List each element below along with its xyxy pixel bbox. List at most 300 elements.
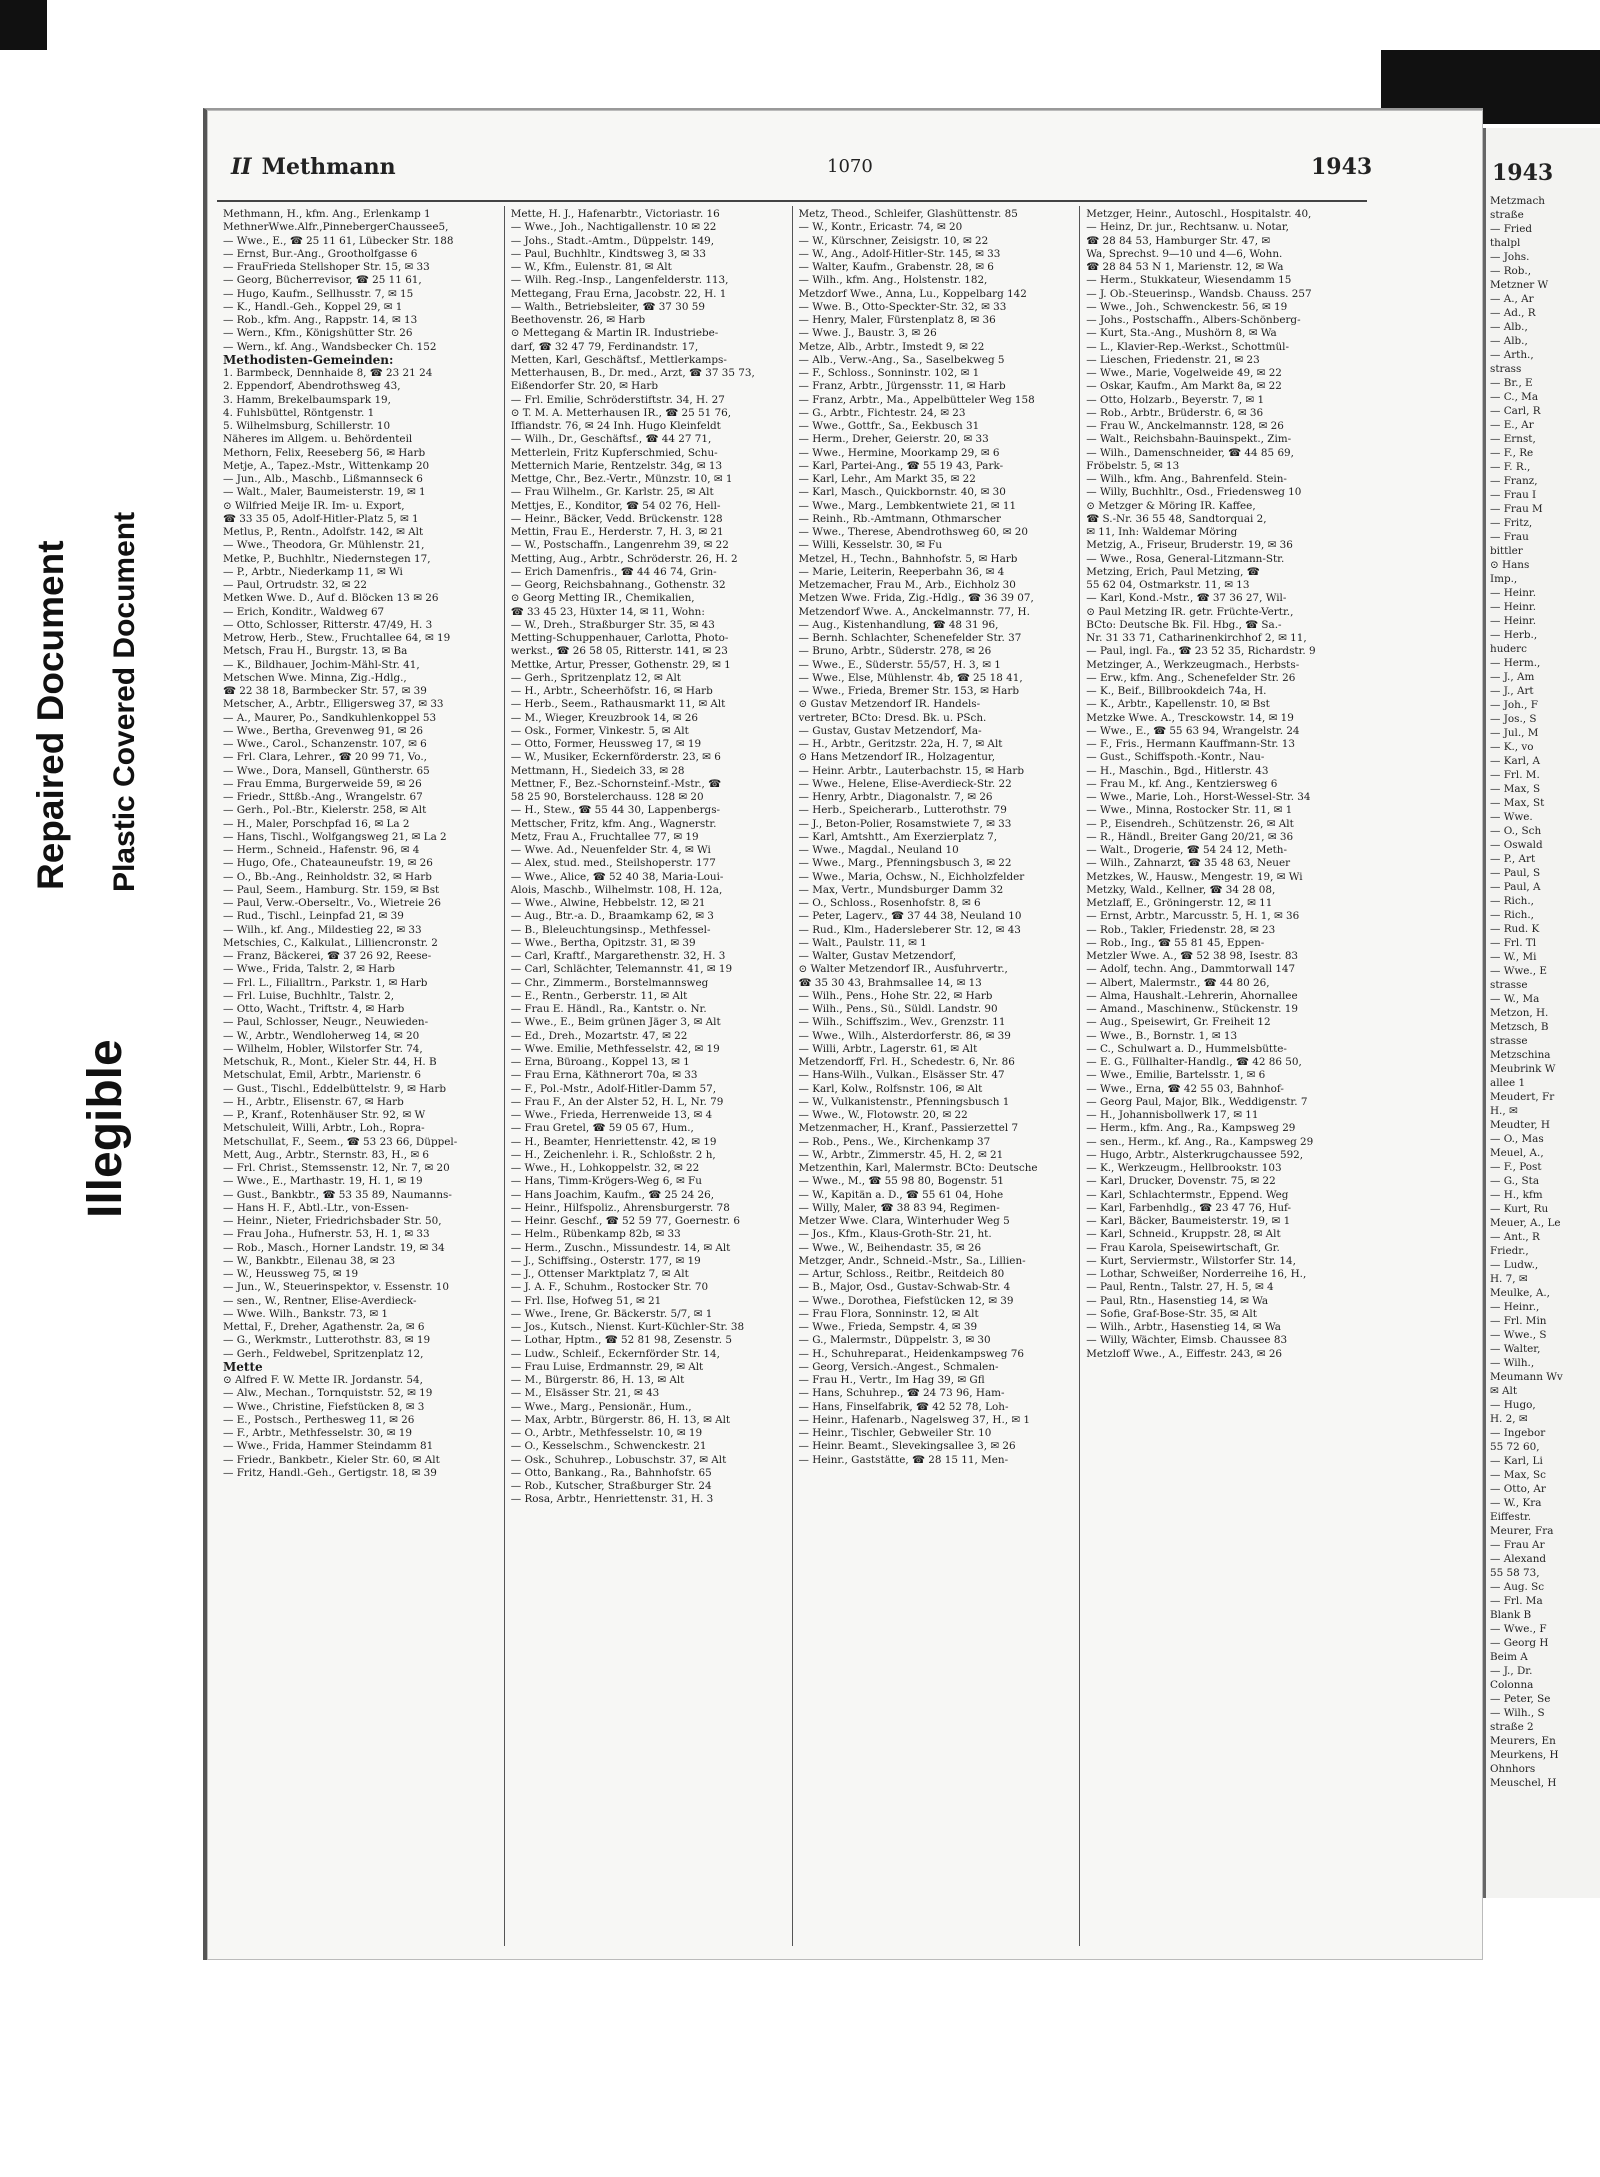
directory-entry: — Walt., Maler, Baumeisterstr. 19, ✉ 1 xyxy=(223,486,426,499)
directory-entry: — P., Arbtr., Niederkamp 11, ✉ Wi xyxy=(223,565,403,578)
next-page-line: — Paul, A xyxy=(1490,881,1541,893)
directory-entry: — Henry, Maler, Fürstenplatz 8, ✉ 36 xyxy=(798,314,996,326)
column-4 xyxy=(1080,206,1367,1946)
directory-entry: — Marie, Leiterin, Reeperbahn 36, ✉ 4 xyxy=(798,565,1005,578)
directory-entry: — Wilh. Reg.-Insp., Langenfelderstr. 113, xyxy=(510,274,729,287)
directory-entry: — Frau Karola, Speisewirtschaft, Gr. xyxy=(1086,1241,1280,1254)
directory-entry: — Herm., Zuschn., Missundestr. 14, ✉ Alt xyxy=(510,1241,731,1254)
directory-entry: — Ludw., Schleif., Eckernförder Str. 14, xyxy=(510,1347,720,1360)
directory-entry: — Wilh., Zahnarzt, ☎ 35 48 63, Neuer xyxy=(1086,857,1291,870)
directory-entry: — Wwe., Bertha, Grevenweg 91, ✉ 26 xyxy=(223,724,423,737)
directory-entry: — K., Handl.-Geh., Koppel 29, ✉ 1 xyxy=(223,300,403,313)
directory-entry: — Wwe., Marg., Pensionär., Hum., xyxy=(510,1400,692,1413)
directory-entry: — Alb., Verw.-Ang., Sa., Saselbekweg 5 xyxy=(798,353,1005,366)
next-page-line: H. 2, ✉ xyxy=(1490,1413,1528,1425)
next-page-line: H., ✉ xyxy=(1490,1105,1518,1117)
directory-entry: — Rosa, Arbtr., Henriettenstr. 31, H. 3 xyxy=(510,1493,714,1506)
directory-entry: — Willy, Maler, ☎ 38 83 94, Regimen- xyxy=(798,1201,1000,1214)
next-page-line: — Max, Sc xyxy=(1490,1469,1546,1481)
directory-entry: Metzendorff, Frl. H., Schedestr. 6, Nr. 86 xyxy=(798,1056,1015,1068)
illegible-label: Illegible xyxy=(79,1039,132,1218)
directory-entry: — Aug., Kistenhandlung, ☎ 48 31 96, xyxy=(798,618,999,631)
next-page-line: — Wilh., xyxy=(1490,1357,1535,1369)
directory-entry: Metzel, H., Techn., Bahnhofstr. 5, ✉ Harb xyxy=(798,552,1018,565)
directory-entry: — Adolf, techn. Ang., Dammtorwall 147 xyxy=(1086,963,1296,976)
directory-entry: — Walt., Paulstr. 11, ✉ 1 xyxy=(798,936,927,949)
directory-entry: ⊙ T. M. A. Metterhausen IR., ☎ 25 51 76, xyxy=(510,406,732,419)
next-page-line: — Alb., xyxy=(1490,321,1528,333)
next-page-line: — O., Sch xyxy=(1490,825,1542,837)
directory-entry: — F., Schloss., Sonninstr. 102, ✉ 1 xyxy=(798,367,980,379)
directory-entry: 1. Barmbeck, Dennhaide 8, ☎ 23 21 24 xyxy=(223,367,433,379)
directory-entry: — Heinr. Geschf., ☎ 52 59 77, Goernestr. 6 xyxy=(510,1215,740,1227)
directory-entry: — M., Elsässer Str. 21, ✉ 43 xyxy=(510,1387,660,1400)
directory-entry: — Carl, Kraftf., Margarethenstr. 32, H. 3 xyxy=(510,950,726,962)
header-rule xyxy=(217,200,1367,202)
directory-entry: — Alma, Haushalt.-Lehrerin, Ahornallee xyxy=(1086,989,1298,1002)
directory-entry: 5. Wilhelmsburg, Schillerstr. 10 xyxy=(223,420,391,432)
next-page-line: — Oswald xyxy=(1490,839,1543,851)
directory-entry: — Frl. L., Filialltrn., Parkstr. 1, ✉ Harb xyxy=(223,976,428,989)
directory-entry: — Wwe., W., Flotowstr. 20, ✉ 22 xyxy=(798,1109,968,1121)
directory-entry: — H., Arbtr., Elisenstr. 67, ✉ Harb xyxy=(223,1095,404,1108)
next-page-line: — Otto, Ar xyxy=(1490,1483,1546,1495)
directory-entry: — Paul, Verw.-Oberseltr., Vo., Wietreie 26 xyxy=(223,897,441,909)
directory-entry: — Wwe., E., Marthastr. 19, H. 1, ✉ 19 xyxy=(223,1175,423,1188)
directory-entry: — Chr., Zimmerm., Borstelmannsweg xyxy=(510,976,709,989)
directory-entry: Mettner, F., Bez.-Schornsteinf.-Mstr., ☎ xyxy=(510,777,722,790)
next-page-line: — Hugo, xyxy=(1490,1399,1536,1411)
directory-entry: — Willi, Arbtr., Lagerstr. 61, ✉ Alt xyxy=(798,1042,978,1055)
next-page-line: 55 72 60, xyxy=(1490,1441,1540,1453)
directory-entry: — H., Arbtr., Geritzstr. 22a, H. 7, ✉ Alt xyxy=(798,738,1003,750)
directory-entry: — Erw., kfm. Ang., Schenefelder Str. 26 xyxy=(1086,671,1296,684)
next-page-line: — Carl, R xyxy=(1490,405,1541,417)
next-page-line: Meudter, H xyxy=(1490,1119,1550,1131)
next-page-line: — O., Mas xyxy=(1490,1133,1544,1145)
directory-entry: — Wwe., Else, Mühlenstr. 4b, ☎ 25 18 41, xyxy=(798,671,1023,684)
next-page-line: — Herm., xyxy=(1490,657,1541,669)
directory-entry: — Frau Flora, Sonninstr. 12, ✉ Alt xyxy=(798,1307,979,1320)
next-page-line: — J., Am xyxy=(1490,671,1535,683)
next-page-line: — E., Ar xyxy=(1490,419,1534,431)
directory-entry: — Frau E. Händl., Ra., Kantstr. o. Nr. xyxy=(510,1003,707,1015)
directory-entry: — Wwe., Gottfr., Sa., Eekbusch 31 xyxy=(798,420,980,432)
next-page-line: strasse xyxy=(1490,979,1528,991)
next-page-line: huderc xyxy=(1490,643,1527,655)
directory-entry: — W., Heussweg 75, ✉ 19 xyxy=(223,1268,359,1280)
next-page-line: — Wwe., F xyxy=(1490,1623,1547,1635)
directory-page xyxy=(203,108,1483,1960)
directory-entry: — Osk., Former, Vinkestr. 5, ✉ Alt xyxy=(510,724,689,737)
directory-entry: — Aug., Btr.-a. D., Braamkamp 62, ✉ 3 xyxy=(510,910,714,923)
directory-entry: — O., Arbtr., Methfesselstr. 10, ✉ 19 xyxy=(510,1427,703,1439)
directory-entry: — Paul, Rtn., Hasenstieg 14, ✉ Wa xyxy=(1086,1294,1269,1307)
directory-entry: — Willy, Wächter, Eimsb. Chaussee 83 xyxy=(1086,1334,1288,1347)
next-page-line: Metzsch, B xyxy=(1490,1021,1549,1033)
next-page-line: — Heinr., xyxy=(1490,1301,1540,1313)
next-page-line: Metzmach xyxy=(1490,195,1545,207)
directory-entry: — Karl, Lehr., Am Markt 35, ✉ 22 xyxy=(798,473,976,485)
directory-entry: — M., Wieger, Kreuzbrook 14, ✉ 26 xyxy=(510,711,699,724)
directory-entry: — A., Maurer, Po., Sandkuhlenkoppel 53 xyxy=(223,711,437,724)
directory-entry: — Wwe., Marie, Loh., Horst-Wessel-Str. 34 xyxy=(1086,791,1311,803)
next-page-line: straße xyxy=(1490,209,1524,221)
directory-entry: Metzky, Wald., Kellner, ☎ 34 28 08, xyxy=(1086,883,1276,896)
next-page-line: — Max, St xyxy=(1490,797,1545,809)
directory-entry: — H., Zeichenlehr. i. R., Schloßstr. 2 h, xyxy=(510,1148,716,1161)
directory-entry: — Georg Paul, Major, Blk., Weddigenstr. 7 xyxy=(1086,1095,1308,1108)
directory-entry: — K., Werkzeugm., Hellbrookstr. 103 xyxy=(1086,1162,1282,1174)
directory-entry: Methorn, Felix, Reeseberg 56, ✉ Harb xyxy=(223,446,426,459)
directory-entry: — Friedr., Sttßb.-Ang., Wrangelstr. 67 xyxy=(223,791,423,803)
directory-entry: Näheres im Allgem. u. Behördenteil xyxy=(223,433,413,446)
directory-entry: — Hugo, Arbtr., Alsterkrugchaussee 592, xyxy=(1086,1148,1304,1161)
next-page-lines xyxy=(1486,194,1600,1790)
directory-entry: 3. Hamm, Brekelbaumspark 19, xyxy=(223,393,391,406)
directory-entry: — Wwe., E., ☎ 25 11 61, Lübecker Str. 188 xyxy=(223,234,454,247)
directory-entry: — Amand., Maschinenw., Stückenstr. 19 xyxy=(1086,1003,1298,1015)
directory-entry: — Kurt, Serviermstr., Wilstorfer Str. 14, xyxy=(1086,1254,1296,1267)
next-page-line: — Walter, xyxy=(1490,1343,1541,1355)
directory-entry: — Wilh., Dr., Geschäftsf., ☎ 44 27 71, xyxy=(510,433,712,446)
directory-entry: — Sofie, Graf-Bose-Str. 35, ✉ Alt xyxy=(1086,1307,1257,1320)
directory-entry: Mettmann, H., Siedeich 33, ✉ 28 xyxy=(510,764,685,777)
directory-entry: Metzger, Andr., Schneid.-Mstr., Sa., Lillien- xyxy=(798,1254,1026,1267)
directory-entry: Metzger, Heinr., Autoschl., Hospitalstr. 40, xyxy=(1086,208,1312,220)
directory-entry: Metschuleit, Willi, Arbtr., Loh., Ropra- xyxy=(223,1122,425,1135)
directory-entry: Beethovenstr. 26, ✉ Harb xyxy=(510,314,646,326)
next-page-line: — Frau M xyxy=(1490,503,1543,515)
directory-entry: — Lothar, Schweißer, Norderreihe 16, H., xyxy=(1086,1268,1307,1280)
next-page-line: — Ad., R xyxy=(1490,307,1536,319)
directory-entry: — Artur, Schloss., Reitbr., Reitdeich 80 xyxy=(798,1268,1005,1280)
directory-entry: ☎ 33 45 23, Hüxter 14, ✉ 11, Wohn: xyxy=(510,605,705,618)
directory-entry: — Lothar, Hptm., ☎ 52 81 98, Zesenstr. 5 xyxy=(510,1334,732,1347)
directory-entry: — Wilh., Pens., Hohe Str. 22, ✉ Harb xyxy=(798,989,993,1002)
next-page-line: Meudert, Fr xyxy=(1490,1091,1555,1103)
directory-entry: — Willi, Kesselstr. 30, ✉ Fu xyxy=(798,539,943,552)
directory-entry: — W., Kontr., Ericastr. 74, ✉ 20 xyxy=(798,221,963,234)
directory-entry: — Max, Arbtr., Bürgerstr. 86, H. 13, ✉ Alt xyxy=(510,1413,731,1426)
directory-entry: — Wwe., Frieda, Herrenweide 13, ✉ 4 xyxy=(510,1109,713,1121)
directory-entry: Metternich Marie, Rentzelstr. 34g, ✉ 13 xyxy=(510,459,723,472)
directory-entry: — Rob., Ing., ☎ 55 81 45, Eppen- xyxy=(1086,936,1265,949)
next-page-line: — Arth., xyxy=(1490,349,1534,361)
directory-entry: — Wwe., Minna, Rostocker Str. 11, ✉ 1 xyxy=(1086,804,1293,817)
directory-entry: Metzkes, W., Hausw., Mengestr. 19, ✉ Wi xyxy=(1086,870,1303,883)
directory-entry: — O., Kesselschm., Schwenckestr. 21 xyxy=(510,1440,707,1453)
directory-entry: — Rud., Tischl., Leinpfad 21, ✉ 39 xyxy=(223,910,404,923)
next-page-line: — W., Mi xyxy=(1490,951,1537,963)
next-page-line: Meulke, A., xyxy=(1490,1287,1550,1299)
directory-entry: — Herb., Seem., Rathausmarkt 11, ✉ Alt xyxy=(510,698,726,711)
directory-entry: — Erich, Konditr., Waldweg 67 xyxy=(223,605,385,618)
directory-entry: — E. G., Füllhalter-Handlg., ☎ 42 86 50, xyxy=(1086,1056,1302,1068)
directory-entry: — Wwe., W., Beihendastr. 35, ✉ 26 xyxy=(798,1241,982,1254)
directory-entry: Nr. 31 33 71, Catharinenkirchhof 2, ✉ 11, xyxy=(1086,632,1307,644)
directory-entry: — J., Schiffsing., Osterstr. 177, ✉ 19 xyxy=(510,1254,701,1267)
directory-entry: — Helm., Rübenkamp 82b, ✉ 33 xyxy=(510,1228,681,1241)
next-page-line: — W., Ma xyxy=(1490,993,1540,1005)
directory-entry: — Wwe., E., Süderstr. 55/57, H. 3, ✉ 1 xyxy=(798,658,1001,671)
directory-entry: — Ernst, Bur.-Ang., Grootholfgasse 6 xyxy=(223,247,418,260)
directory-entry: — Frau H., Vertr., Im Hag 39, ✉ Gfl xyxy=(798,1374,985,1386)
next-page-line: thalpl xyxy=(1490,237,1521,249)
directory-entry: — Frl. Ilse, Hofweg 51, ✉ 21 xyxy=(510,1294,662,1307)
directory-entry: Metschuk, R., Mont., Kieler Str. 44, H. B xyxy=(223,1056,437,1068)
next-page-line: — Wwe., S xyxy=(1490,1329,1547,1341)
next-page-line: straße 2 xyxy=(1490,1721,1534,1733)
directory-entry: — Wwe., Hermine, Moorkamp 29, ✉ 6 xyxy=(798,446,1000,459)
next-page-line: — Frl. Ma xyxy=(1490,1595,1543,1607)
directory-entry: vertreter, BCto: Dresd. Bk. u. PSch. xyxy=(798,711,987,724)
directory-entry: — J. A. F., Schuhm., Rostocker Str. 70 xyxy=(510,1281,709,1294)
column-2 xyxy=(505,206,793,1946)
directory-entry: — Wwe., Joh., Schwenckestr. 56, ✉ 19 xyxy=(1086,300,1288,313)
directory-entry: Metken Wwe. D., Auf d. Blöcken 13 ✉ 26 xyxy=(223,592,439,605)
directory-entry: — Gust., Bankbtr., ☎ 53 35 89, Naumanns- xyxy=(223,1188,452,1201)
directory-entry: — Erna, Büroang., Koppel 13, ✉ 1 xyxy=(510,1056,690,1068)
directory-entry: — Gerh., Feldwebel, Spritzenplatz 12, xyxy=(223,1347,424,1360)
directory-entry: — Willy, Buchhltr., Osd., Friedensweg 10 xyxy=(1086,486,1302,499)
next-page-line: — F., Re xyxy=(1490,447,1534,459)
directory-entry: — Wwe., Wilh., Alsterdorferstr. 86, ✉ 39 xyxy=(798,1029,1011,1042)
directory-entry: — Otto, Bankang., Ra., Bahnhofstr. 65 xyxy=(510,1466,712,1479)
next-page-line: strasse xyxy=(1490,1035,1528,1047)
directory-entry: — J. Ob.-Steuerinsp., Wandsb. Chauss. 257 xyxy=(1086,287,1312,300)
next-page-line: — Alexand xyxy=(1490,1553,1547,1565)
next-page-line: 55 58 73, xyxy=(1490,1567,1540,1579)
directory-entry: — Wilh., Arbtr., Hasenstieg 14, ✉ Wa xyxy=(1086,1321,1281,1333)
next-page-line: — Frl. Min xyxy=(1490,1315,1547,1327)
next-page-line: allee 1 xyxy=(1490,1077,1526,1089)
directory-entry: — Frau Wilhelm., Gr. Karlstr. 25, ✉ Alt xyxy=(510,486,714,499)
directory-entry: 58 25 90, Borstelerchauss. 128 ✉ 20 xyxy=(510,791,704,803)
directory-entry: Metzler Wwe. A., ☎ 52 38 98, Isestr. 83 xyxy=(1086,950,1299,962)
directory-entry: — H., Arbtr., Scheerhöfstr. 16, ✉ Harb xyxy=(510,685,713,697)
next-page-line: H. 7, ✉ xyxy=(1490,1273,1528,1285)
directory-entry: — Wilh., kf. Ang., Mildestieg 22, ✉ 33 xyxy=(223,923,422,936)
directory-entry: Metke, P., Buchhltr., Niedernstegen 17, xyxy=(223,552,431,565)
directory-entry: ⊙ Metzger & Möring IR. Kaffee, xyxy=(1086,499,1256,512)
directory-entry: — Karl, Bäcker, Baumeisterstr. 19, ✉ 1 xyxy=(1086,1215,1291,1227)
directory-entry: — R., Händl., Breiter Gang 20/21, ✉ 36 xyxy=(1086,830,1294,843)
directory-entry: — Wwe. Wilh., Bankstr. 73, ✉ 1 xyxy=(223,1307,388,1320)
next-page-line: — J., Art xyxy=(1490,685,1534,697)
directory-entry: — Friedr., Bankbetr., Kieler Str. 60, ✉ Alt xyxy=(223,1453,440,1466)
next-page-line: — Frl. M. xyxy=(1490,769,1540,781)
next-page-line: — Alb., xyxy=(1490,335,1528,347)
directory-entry: — Wilhelm, Hobler, Wilstorfer Str. 74, xyxy=(223,1042,423,1055)
directory-entry: — Paul, Seem., Hamburg. Str. 159, ✉ Bst xyxy=(223,883,440,896)
directory-entry: — W., Kapitän a. D., ☎ 55 61 04, Hohe xyxy=(798,1188,1004,1201)
next-page-line: Meuer, A., Le xyxy=(1490,1217,1561,1229)
directory-entry: — Otto, Former, Heussweg 17, ✉ 19 xyxy=(510,738,702,750)
next-page-line: Meurers, En xyxy=(1490,1735,1556,1747)
directory-entry: Metschullat, F., Seem., ☎ 53 23 66, Düppel- xyxy=(223,1135,458,1148)
directory-entry: — Karl, Masch., Quickbornstr. 40, ✉ 30 xyxy=(798,486,1006,499)
next-page-line: — Rich., xyxy=(1490,895,1534,907)
directory-entry: — Frau M., kf. Ang., Kentziersweg 6 xyxy=(1086,777,1278,790)
directory-entry: — Hans Joachim, Kaufm., ☎ 25 24 26, xyxy=(510,1188,715,1201)
directory-entry: — Frl. Clara, Lehrer., ☎ 20 99 71, Vo., xyxy=(223,751,427,764)
directory-entry: — Franz, Bäckerei, ☎ 37 26 92, Reese- xyxy=(223,950,432,962)
directory-entry: Metje, A., Tapez.-Mstr., Wittenkamp 20 xyxy=(223,459,430,472)
directory-entry: — O., Schloss., Rosenhofstr. 8, ✉ 6 xyxy=(798,897,981,909)
directory-entry: — Hans, Tischl., Wolfgangsweg 21, ✉ La 2 xyxy=(223,830,447,843)
plastic-covered-label: Plastic Covered Document xyxy=(108,511,141,892)
next-page-line: — Peter, Se xyxy=(1490,1693,1551,1705)
next-page-line: — G., Sta xyxy=(1490,1175,1540,1187)
directory-entry: — Wern., kf. Ang., Wandsbecker Ch. 152 xyxy=(223,340,437,353)
next-page-line: — F., Post xyxy=(1490,1161,1542,1173)
directory-entry: — K., Arbtr., Kapellenstr. 10, ✉ Bst xyxy=(1086,698,1270,711)
next-page-line: Meubrink W xyxy=(1490,1063,1556,1075)
column-1 xyxy=(217,206,505,1946)
directory-entry: — Wwe., Christine, Fiefstücken 8, ✉ 3 xyxy=(223,1400,425,1413)
directory-entry: — Heinr. Arbtr., Lauterbachstr. 15, ✉ Harb xyxy=(798,764,1024,777)
directory-entry: — Johs., Postschaffn., Albers-Schönberg- xyxy=(1086,314,1301,326)
directory-entry: — Frau Gretel, ☎ 59 05 67, Hum., xyxy=(510,1122,694,1135)
directory-entry: — Wwe., Joh., Nachtigallenstr. 10 ✉ 22 xyxy=(510,221,717,234)
directory-entry: — Frau W., Anckelmannstr. 128, ✉ 26 xyxy=(1086,420,1284,432)
directory-entry: — Alw., Mechan., Tornquiststr. 52, ✉ 19 xyxy=(223,1387,433,1400)
next-page-line: — Rob., xyxy=(1490,265,1532,277)
directory-entry: — Wwe., Frieda, Sempstr. 4, ✉ 39 xyxy=(798,1321,978,1333)
directory-entry: BCto: Deutsche Bk. Fil. Hbg., ☎ Sa.- xyxy=(1086,618,1282,631)
next-page-line: Beim A xyxy=(1490,1651,1528,1663)
directory-entry: — Georg, Bücherrevisor, ☎ 25 11 61, xyxy=(223,274,422,287)
directory-entry: — Hugo, Ofe., Chateauneufstr. 19, ✉ 26 xyxy=(223,857,433,870)
directory-entry: — Otto, Schlosser, Ritterstr. 47/49, H. 3 xyxy=(223,618,433,631)
directory-entry: — Hans, Timm-Krögers-Weg 6, ✉ Fu xyxy=(510,1175,702,1188)
directory-entry: Iffiandstr. 76, ✉ 24 Inh. Hugo Kleinfeldt xyxy=(510,420,721,432)
directory-entry: — Herm., Dreher, Geierstr. 20, ✉ 33 xyxy=(798,433,989,446)
next-page-line: — Georg H xyxy=(1490,1637,1549,1649)
directory-entry: — W., Musiker, Eckernförderstr. 23, ✉ 6 xyxy=(510,751,721,764)
directory-entry: — Erich Damenfris., ☎ 44 46 74, Grin- xyxy=(510,565,717,578)
directory-entry: — Ed., Dreh., Mozartstr. 47, ✉ 22 xyxy=(510,1029,688,1042)
directory-entry: — Herm., kfm. Ang., Ra., Kampsweg 29 xyxy=(1086,1122,1296,1135)
directory-entry: — Gerh., Pol.-Btr., Kielerstr. 258, ✉ Alt xyxy=(223,804,427,817)
directory-entry: — Reinh., Rb.-Amtmann, Othmarscher xyxy=(798,512,1002,525)
directory-entry: — Karl, Partei-Ang., ☎ 55 19 43, Park- xyxy=(798,459,1004,472)
directory-entry: — Oskar, Kaufm., Am Markt 8a, ✉ 22 xyxy=(1086,380,1282,393)
directory-columns xyxy=(217,206,1367,1946)
next-page-line: — K., vo xyxy=(1490,741,1534,753)
directory-entry: — W., Arbtr., Zimmerstr. 45, H. 2, ✉ 21 xyxy=(798,1148,1004,1161)
directory-entry: — Walter, Gustav Metzendorf, xyxy=(798,950,957,962)
section-number: II xyxy=(231,154,252,180)
next-page-line: — P., Art xyxy=(1490,853,1536,865)
next-page-line: — Johs. xyxy=(1490,251,1530,263)
next-page-line: Meurkens, H xyxy=(1490,1749,1559,1761)
next-page-line: — Br., E xyxy=(1490,377,1533,389)
directory-entry: — Wwe., Alwine, Hebbelstr. 12, ✉ 21 xyxy=(510,897,706,909)
directory-entry: — Wwe. Emilie, Methfesselstr. 42, ✉ 19 xyxy=(510,1042,720,1055)
directory-entry: — Bruno, Arbtr., Süderstr. 278, ✉ 26 xyxy=(798,645,992,658)
directory-entry: — Peter, Lagerv., ☎ 37 44 38, Neuland 10 xyxy=(798,910,1022,923)
directory-entry: — Herm., Schneid., Hafenstr. 96, ✉ 4 xyxy=(223,844,420,856)
page-header xyxy=(207,154,1483,188)
next-page-line: ✉ Alt xyxy=(1490,1385,1518,1397)
directory-entry: — B., Major, Osd., Gustav-Schwab-Str. 4 xyxy=(798,1281,1011,1294)
directory-entry: — Wwe., M., ☎ 55 98 80, Bogenstr. 51 xyxy=(798,1175,1005,1188)
directory-entry: — Rob., Arbtr., Brüderstr. 6, ✉ 36 xyxy=(1086,406,1264,419)
directory-entry: — Wwe., Marg., Pfenningsbusch 3, ✉ 22 xyxy=(798,857,1012,870)
directory-entry: — Wwe., Frieda, Bremer Str. 153, ✉ Harb xyxy=(798,685,1019,697)
directory-entry: — Karl, Kond.-Mstr., ☎ 37 36 27, Wil- xyxy=(1086,592,1287,605)
directory-entry: — Wwe., Marie, Vogelweide 49, ✉ 22 xyxy=(1086,367,1282,379)
directory-entry: — Wwe., Maria, Ochsw., N., Eichholzfelder xyxy=(798,870,1025,883)
directory-entry: — K., Bildhauer, Jochim-Mähl-Str. 41, xyxy=(223,658,420,671)
directory-entry: ☎ 22 38 18, Barmbecker Str. 57, ✉ 39 xyxy=(223,685,427,697)
directory-entry: — Hans, Schuhrep., ☎ 24 73 96, Ham- xyxy=(798,1387,1005,1400)
directory-entry: — W., Arbtr., Wendloherweg 14, ✉ 20 xyxy=(223,1029,420,1042)
directory-entry: — H., Schuhreparat., Heidenkampsweg 76 xyxy=(798,1347,1024,1360)
next-page-line: Metzschina xyxy=(1490,1049,1551,1061)
directory-entry: 2. Eppendorf, Abendrothsweg 43, xyxy=(223,380,401,393)
directory-entry: — Karl, Amtshtt., Am Exerzierplatz 7, xyxy=(798,830,998,843)
column-3 xyxy=(793,206,1081,1946)
directory-entry: — L., Klavier-Rep.-Werkst., Schottmül- xyxy=(1086,340,1289,353)
directory-entry: Mettke, Artur, Presser, Gothenstr. 29, ✉ 1 xyxy=(510,658,731,671)
directory-entry: werkst., ☎ 26 58 05, Ritterstr. 141, ✉ 23 xyxy=(510,645,728,658)
directory-entry: ⊙ Mettegang & Martin IR. Industriebe- xyxy=(510,327,719,340)
directory-entry: Fröbelstr. 5, ✉ 13 xyxy=(1086,459,1180,472)
directory-entry: — Walt., Reichsbahn-Bauinspekt., Zim- xyxy=(1086,433,1292,446)
directory-entry: — Rud., Klm., Hadersleberer Str. 12, ✉ 43 xyxy=(798,923,1021,936)
directory-entry: Metzen Wwe. Frida, Zig.-Hdlg., ☎ 36 39 07, xyxy=(798,592,1034,605)
directory-entry: — Wwe., Carol., Schanzenstr. 107, ✉ 6 xyxy=(223,738,427,750)
directory-entry: — J., Ottenser Marktplatz 7, ✉ Alt xyxy=(510,1268,689,1280)
directory-entry: — H., Maler, Porschpfad 16, ✉ La 2 xyxy=(223,817,410,830)
directory-entry: — O., Bb.-Ang., Reinholdstr. 32, ✉ Harb xyxy=(223,870,432,883)
next-page-line: Blank B xyxy=(1490,1609,1532,1621)
directory-entry: Methmann, H., kfm. Ang., Erlenkamp 1 xyxy=(223,208,431,220)
directory-entry: — W., Postschaffn., Langenrehm 39, ✉ 22 xyxy=(510,539,729,552)
directory-entry: ⊙ Hans Metzendorf IR., Holzagentur, xyxy=(798,751,996,764)
directory-entry: — P., Kranf., Rotenhäuser Str. 92, ✉ W xyxy=(223,1109,426,1121)
next-page-line: — Frau xyxy=(1490,531,1529,543)
directory-entry: — Frl. Christ., Stemssenstr. 12, Nr. 7, ✉ 20 xyxy=(223,1162,450,1174)
next-page-line: — Ant., R xyxy=(1490,1231,1540,1243)
directory-entry: — W., Dreh., Straßburger Str. 35, ✉ 43 xyxy=(510,618,715,631)
next-page-line: — Fried xyxy=(1490,223,1532,235)
directory-entry: — Gust., Schiffspoth.-Kontr., Nau- xyxy=(1086,751,1265,764)
directory-entry: — Georg, Versich.-Angest., Schmalen- xyxy=(798,1360,999,1373)
directory-entry: — Lieschen, Friedenstr. 21, ✉ 23 xyxy=(1086,353,1260,366)
directory-entry: ⊙ Alfred F. W. Mette IR. Jordanstr. 54, xyxy=(223,1374,423,1386)
directory-entry: Mett, Aug., Arbtr., Sternstr. 83, H., ✉ 6 xyxy=(223,1148,429,1161)
directory-entry: — Wilh., Pens., Sü., Süldl. Landstr. 90 xyxy=(798,1003,998,1015)
directory-entry: — Wwe., Rosa, General-Litzmann-Str. xyxy=(1086,552,1285,565)
next-page-line: Meuschel, H xyxy=(1490,1777,1557,1789)
directory-entry: — Wwe., Dorothea, Fiefstücken 12, ✉ 39 xyxy=(798,1294,1014,1307)
next-page-line: — H., kfm xyxy=(1490,1189,1543,1201)
directory-entry: Metterlein, Fritz Kupferschmied, Schu- xyxy=(510,446,718,459)
next-page-line: — Ernst, xyxy=(1490,433,1536,445)
directory-entry: — Heinr. Beamt., Slevekingsallee 3, ✉ 26 xyxy=(798,1440,1016,1453)
directory-entry: — Georg, Reichsbahnang., Gothenstr. 32 xyxy=(510,579,726,591)
directory-entry: — Wern., Kfm., Königshütter Str. 26 xyxy=(223,327,413,340)
directory-entry: — Osk., Schuhrep., Lobuschstr. 37, ✉ Alt xyxy=(510,1453,727,1466)
directory-entry: — Wwe., Magdal., Neuland 10 xyxy=(798,844,959,856)
next-page-line: Metzner W xyxy=(1490,279,1549,291)
directory-entry: ☎ S.-Nr. 36 55 48, Sandtorquai 2, xyxy=(1086,512,1267,525)
directory-entry: — G., Arbtr., Fichtestr. 24, ✉ 23 xyxy=(798,406,966,419)
